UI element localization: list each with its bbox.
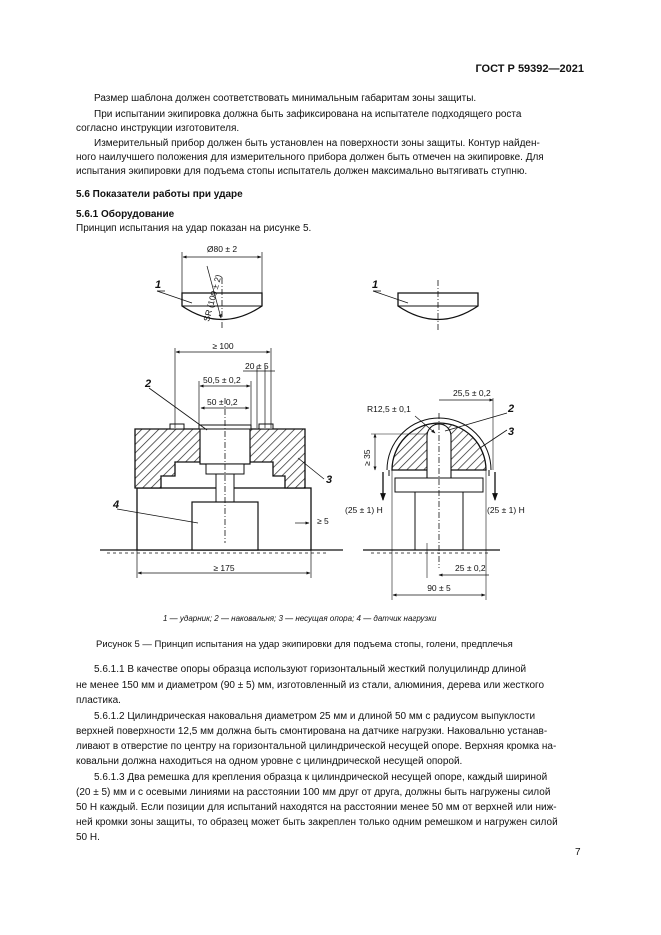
dim-strap-spacing: ≥ 100 bbox=[212, 341, 234, 351]
force-right: (25 ± 1) Н bbox=[487, 505, 525, 515]
label-3-left: 3 bbox=[326, 474, 333, 486]
label-1-right: 1 bbox=[372, 279, 379, 291]
dim-gap: ≥ 5 bbox=[317, 516, 329, 526]
dim-anvil-width: 50 ± 0,2 bbox=[207, 397, 238, 407]
dim-strap-width: 20 ± 5 bbox=[245, 361, 269, 371]
striker-right-drawing bbox=[373, 280, 478, 330]
intro-paragraph-2-line-1: При испытании экипировка должна быть зафиксирована на испытателе подходящего роста bbox=[94, 109, 522, 120]
impact-test-figure bbox=[95, 238, 545, 600]
intro-paragraph-1: Размер шаблона должен соответствовать минимальным габаритам зоны защиты. bbox=[94, 93, 477, 104]
para-5613-line-5: 50 Н. bbox=[76, 832, 100, 843]
intro-paragraph-3-line-3: испытания экипировки для подъема стопы испытатель должен максимально вытягивать ступню. bbox=[76, 166, 528, 177]
dim-height: ≥ 35 bbox=[362, 449, 372, 466]
label-3-right: 3 bbox=[508, 426, 515, 438]
dim-anvil-offset: 25,5 ± 0,2 bbox=[453, 388, 491, 398]
force-left: (25 ± 1) Н bbox=[345, 505, 383, 515]
dim-striker-radius: SR (100 ± 2) bbox=[201, 273, 224, 323]
figure-caption: Рисунок 5 — Принцип испытания на удар экипировки для подъема стопы, голени, предплечья bbox=[96, 639, 513, 650]
intro-paragraph-3-line-1: Измерительный прибор должен быть установлен на поверхности зоны защиты. Контур найден- bbox=[94, 138, 540, 149]
figure-legend: 1 — ударник; 2 — наковальня; 3 — несущая опора; 4 — датчик нагрузки bbox=[163, 614, 437, 623]
section-heading: 5.6 Показатели работы при ударе bbox=[76, 189, 243, 200]
dim-anvil-radius: R12,5 ± 0,1 bbox=[367, 404, 411, 414]
para-5611-line-2: не менее 150 мм и диаметром (90 ± 5) мм, изготовленный из стали, алюминия, дерева или жесткого bbox=[76, 680, 545, 691]
dim-striker-diameter: Ø80 ± 2 bbox=[206, 244, 238, 254]
para-5611-line-1: 5.6.1.1 В качестве опоры образца используют горизонтальный жесткий полуцилиндр длиной bbox=[94, 664, 527, 675]
intro-paragraph-2-line-2: согласно инструкции изготовителя. bbox=[76, 123, 240, 134]
subsection-text: Принцип испытания на удар показан на рисунке 5. bbox=[76, 223, 312, 234]
para-5613-line-2: (20 ± 5) мм и с осевыми линиями на расстоянии 100 мм друг от друга, должны быть нагружены силой bbox=[76, 787, 551, 798]
para-5613-line-3: 50 Н каждый. Если позиции для испытаний находятся на расстоянии менее 50 мм от верхней или ниж- bbox=[76, 802, 557, 813]
subsection-heading: 5.6.1 Оборудование bbox=[76, 209, 175, 220]
para-5612-line-3: ливают в отверстие по центру на горизонтальной цилиндрической несущей опоре. Верхняя кромка на- bbox=[76, 741, 557, 752]
dim-base-width: ≥ 175 bbox=[213, 563, 235, 573]
page-number: 7 bbox=[575, 847, 581, 858]
dim-half-anvil: 25 ± 0,2 bbox=[455, 563, 486, 573]
para-5612-line-1: 5.6.1.2 Цилиндрическая наковальня диаметром 25 мм и длиной 50 мм с радиусом выпуклости bbox=[94, 711, 536, 722]
dim-support-diameter: 90 ± 5 bbox=[427, 583, 451, 593]
para-5613-line-1: 5.6.1.3 Два ремешка для крепления образца к цилиндрической несущей опоре, каждый шириной bbox=[94, 772, 548, 783]
dim-socket-width: 50,5 ± 0,2 bbox=[203, 375, 241, 385]
para-5612-line-2: верхней поверхности 12,5 мм должна быть смонтирована на датчике нагрузки. Наковальню устанав- bbox=[76, 726, 548, 737]
label-2-left: 2 bbox=[145, 378, 152, 390]
document-header: ГОСТ Р 59392—2021 bbox=[475, 63, 584, 75]
label-4: 4 bbox=[113, 499, 120, 511]
intro-paragraph-3-line-2: ного наилучшего положения для измерительного прибора должен быть отмечен на экипировке. Для bbox=[76, 152, 544, 163]
label-2-right: 2 bbox=[508, 403, 515, 415]
para-5611-line-3: пластика. bbox=[76, 695, 121, 706]
para-5613-line-4: ней кромки зоны защиты, то образец может быть закреплен только одним ремешком и нагружен силой bbox=[76, 817, 558, 828]
label-1-left: 1 bbox=[155, 279, 162, 291]
para-5612-line-4: ковальни должна находиться на одном уровне с цилиндрической несущей опорой. bbox=[76, 756, 463, 767]
